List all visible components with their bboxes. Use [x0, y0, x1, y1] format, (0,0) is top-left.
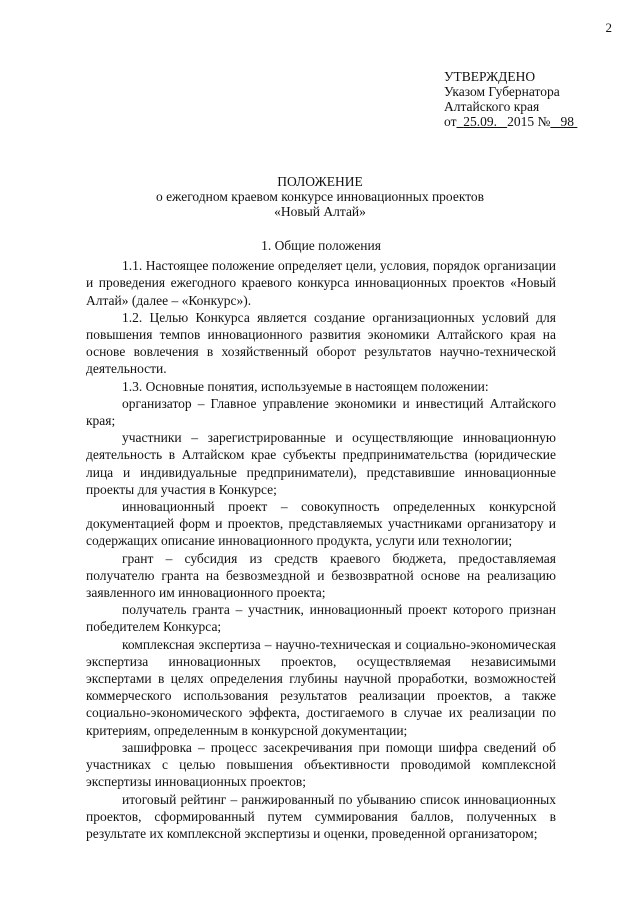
approval-date-line — [444, 114, 577, 129]
number-sign: № — [537, 114, 551, 129]
approval-region: Алтайского края — [444, 99, 540, 114]
paragraph: организатор – Главное управление экономики и инвестиций Алтайского края; — [86, 395, 556, 429]
date-prefix: от — [444, 114, 457, 129]
page-number: 2 — [605, 20, 612, 35]
paragraph: получатель гранта – участник, инновационный проект которого признан победителем Конкурса; — [86, 602, 556, 635]
title-contest-name: «Новый Алтай» — [274, 204, 366, 219]
paragraph: зашифровка – процесс засекречивания при помощи шифра сведений об участниках с целью повышения объективности проводимой комплексной экспертизы инновационных проектов; — [86, 739, 556, 790]
title-heading: ПОЛОЖЕНИЕ — [277, 174, 363, 189]
paragraph: 1.3. Основные понятия, используемые в настоящем положении: — [122, 378, 489, 394]
approval-date: 25.09. — [463, 114, 497, 129]
approval-stamp — [444, 69, 577, 129]
paragraph: участники – зарегистрированные и осуществляющие инновационную деятельность в Алтайском крае субъекты предпринимательства (юридические лица и индивидуальные предприниматели), представившие инновационные проекты для участия в Конкурсе; — [86, 430, 556, 497]
paragraph: инновационный проект – совокупность определенных конкурсной документацией форм и проектов, представляемых участниками организатору и содержащих описание инновационного продукта, услуги или технологии; — [86, 499, 556, 549]
paragraph: 1.1. Настоящее положение определяет цели, условия, порядок организации и проведения ежегодного краевого конкурса инновационных проектов «Новый Алтай» (далее – «Конкурс»). — [86, 258, 556, 308]
paragraph: итоговый рейтинг – ранжированный по убыванию список инновационных проектов, сформированный путем суммирования баллов, полученных в результате их комплексной экспертизы и оценки, проведенной организатором; — [86, 791, 556, 841]
paragraph: комплексная экспертиза – научно-техническая и социально-экономическая экспертиза инновационных проектов, осуществляемая независимыми экспертами в целях определения глубины научной проработки, возможностей коммерческого использования результатов реализации проектов, а также социально-экономического эффекта, достигаемого в случае их реализации по критериям, определенным в конкурсной документации; — [86, 636, 556, 738]
paragraph: 1.2. Целью Конкурса является создание организационных условий для повышения темпов инновационного развития экономики Алтайского края на основе вовлечения в хозяйственный оборот результатов научно-технической деятельности. — [86, 309, 556, 377]
approval-heading: УТВЕРЖДЕНО — [444, 69, 536, 84]
section-heading: 1. Общие положения — [261, 238, 381, 253]
approval-year: 2015 — [507, 114, 535, 129]
document-body — [86, 237, 556, 842]
title-subject: о ежегодном краевом конкурсе инновационных проектов — [155, 189, 485, 204]
paragraph: грант – субсидия из средств краевого бюджета, предоставляемая получателю гранта на безвозмездной и безвозвратной основе на реализацию заявленного им инновационного проекта; — [86, 550, 556, 601]
document-title — [0, 174, 640, 219]
approval-authority: Указом Губернатора — [444, 84, 560, 99]
approval-number: 98 — [560, 114, 574, 129]
